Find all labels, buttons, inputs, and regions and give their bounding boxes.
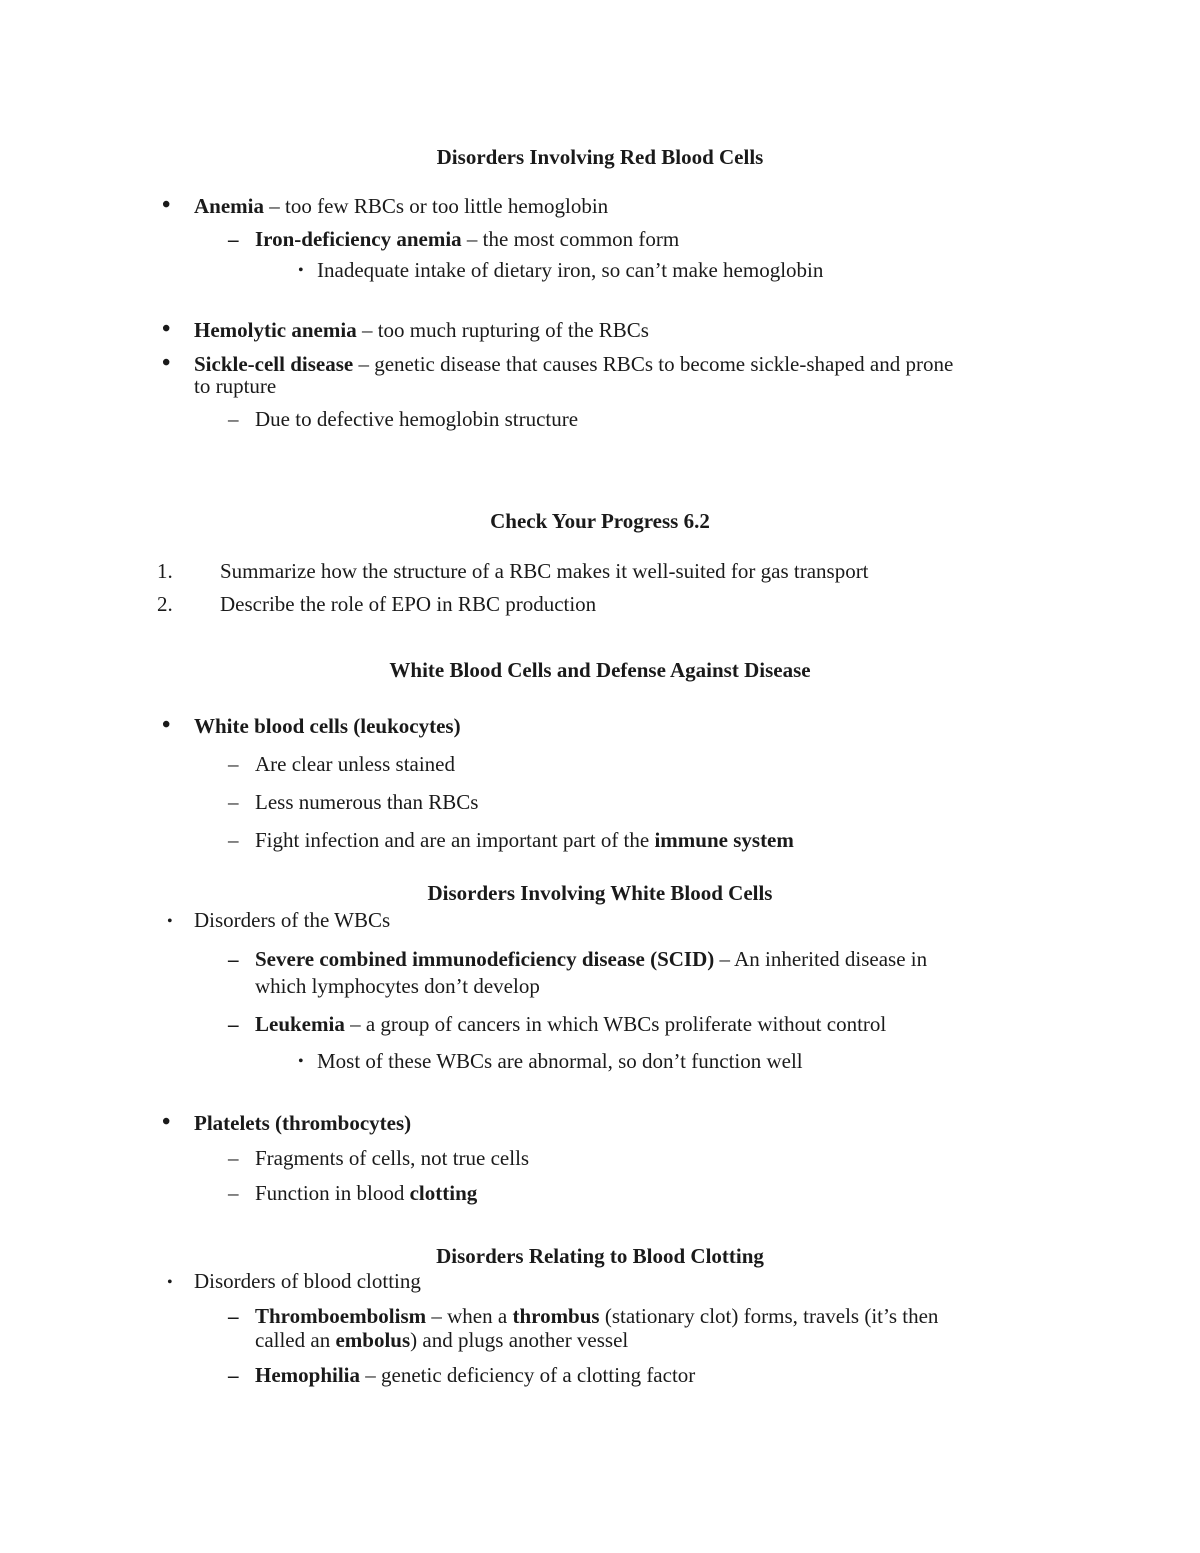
iron-deficiency-item	[255, 227, 679, 251]
anemia-item	[194, 194, 608, 218]
heading-check-progress: Check Your Progress 6.2	[490, 509, 710, 533]
platelets-sub2-bold: clotting	[409, 1181, 478, 1205]
heading-rbc-disorders: Disorders Involving Red Blood Cells	[436, 145, 764, 169]
thrombo-text-c: (stationary clot) forms, travels (it’s then	[599, 1304, 939, 1328]
scid-text: – An inherited disease in	[714, 947, 928, 971]
hemophilia-item	[255, 1363, 695, 1387]
wbc-term-text: White blood cells (leukocytes)	[194, 714, 461, 738]
platelets-subitem-2	[255, 1181, 477, 1205]
thrombo-item-line2	[255, 1328, 628, 1352]
heading-wbc-disorders: Disorders Involving White Blood Cells	[427, 881, 773, 905]
thrombo-text-a: – when a	[426, 1304, 513, 1328]
iron-subitem: Inadequate intake of dietary iron, so can’t make hemoglobin	[317, 258, 824, 282]
scid-item-line1	[255, 947, 927, 971]
dash-icon: –	[228, 1146, 239, 1170]
sickle-term: Sickle-cell disease	[194, 352, 354, 376]
wbc-sub3-text: Fight infection and are an important part of the	[255, 828, 655, 852]
scid-item-line2: which lymphocytes don’t develop	[255, 974, 540, 998]
progress-item-1: Summarize how the structure of a RBC makes it well-suited for gas transport	[220, 559, 869, 583]
wbc-disorders-intro: Disorders of the WBCs	[194, 908, 391, 932]
bullet-icon: •	[162, 192, 171, 218]
dash-icon: –	[228, 828, 239, 852]
platelets-term-text: Platelets (thrombocytes)	[194, 1111, 412, 1135]
list-number: 2.	[157, 592, 173, 616]
thrombo-text-f: ) and plugs another vessel	[410, 1328, 629, 1352]
small-bullet-icon: •	[298, 262, 304, 279]
small-bullet-icon: •	[298, 1053, 304, 1070]
dash-icon: –	[228, 947, 239, 971]
thrombo-bold-b: thrombus	[512, 1304, 600, 1328]
hemophilia-term: Hemophilia	[255, 1363, 361, 1387]
dash-icon: –	[228, 790, 239, 814]
sickle-item-line1	[194, 352, 953, 376]
leukemia-item	[255, 1012, 886, 1036]
sickle-text: – genetic disease that causes RBCs to become sickle-shaped and prone	[353, 352, 954, 376]
leukemia-term: Leukemia	[255, 1012, 345, 1036]
thrombo-item-line1	[255, 1304, 938, 1328]
platelets-term	[194, 1111, 411, 1135]
dash-icon: –	[228, 1304, 239, 1328]
thrombo-text-d: called an	[255, 1328, 336, 1352]
anemia-term: Anemia	[194, 194, 264, 218]
clotting-intro: Disorders of blood clotting	[194, 1269, 421, 1293]
bullet-icon: •	[162, 316, 171, 342]
leukemia-subitem: Most of these WBCs are abnormal, so don’t function well	[317, 1049, 803, 1073]
hemolytic-item	[194, 318, 649, 342]
platelets-subitem-1: Fragments of cells, not true cells	[255, 1146, 530, 1170]
progress-item-2: Describe the role of EPO in RBC production	[220, 592, 597, 616]
iron-term: Iron-deficiency anemia	[255, 227, 462, 251]
dash-icon: –	[228, 752, 239, 776]
small-bullet-icon: •	[167, 1274, 173, 1291]
wbc-term	[194, 714, 461, 738]
anemia-text: – too few RBCs or too little hemoglobin	[264, 194, 609, 218]
bullet-icon: •	[162, 350, 171, 376]
platelets-sub2-text: Function in blood	[255, 1181, 410, 1205]
dash-icon: –	[228, 1363, 239, 1387]
wbc-subitem-2: Less numerous than RBCs	[255, 790, 479, 814]
iron-text: – the most common form	[461, 227, 680, 251]
thrombo-bold-e: embolus	[335, 1328, 411, 1352]
dash-icon: –	[228, 1012, 239, 1036]
thrombo-term: Thromboembolism	[255, 1304, 427, 1328]
hemophilia-text: – genetic deficiency of a clotting factor	[360, 1363, 696, 1387]
dash-icon: –	[228, 1181, 239, 1205]
leukemia-text: – a group of cancers in which WBCs proliferate without control	[344, 1012, 887, 1036]
bullet-icon: •	[162, 1109, 171, 1135]
bullet-icon: •	[162, 712, 171, 738]
sickle-subitem: Due to defective hemoglobin structure	[255, 407, 579, 431]
wbc-subitem-3	[255, 828, 794, 852]
hemolytic-text: – too much rupturing of the RBCs	[356, 318, 649, 342]
sickle-item-line2: to rupture	[194, 374, 277, 398]
wbc-subitem-1: Are clear unless stained	[255, 752, 456, 776]
wbc-sub3-bold: immune system	[654, 828, 794, 852]
heading-wbc-defense: White Blood Cells and Defense Against Disease	[389, 658, 811, 682]
heading-clotting-disorders: Disorders Relating to Blood Clotting	[436, 1244, 764, 1268]
hemolytic-term: Hemolytic anemia	[194, 318, 357, 342]
dash-icon: –	[228, 227, 239, 251]
dash-icon: –	[228, 407, 239, 431]
list-number: 1.	[157, 559, 173, 583]
small-bullet-icon: •	[167, 913, 173, 930]
scid-term: Severe combined immunodeficiency disease (SCID)	[255, 947, 715, 971]
